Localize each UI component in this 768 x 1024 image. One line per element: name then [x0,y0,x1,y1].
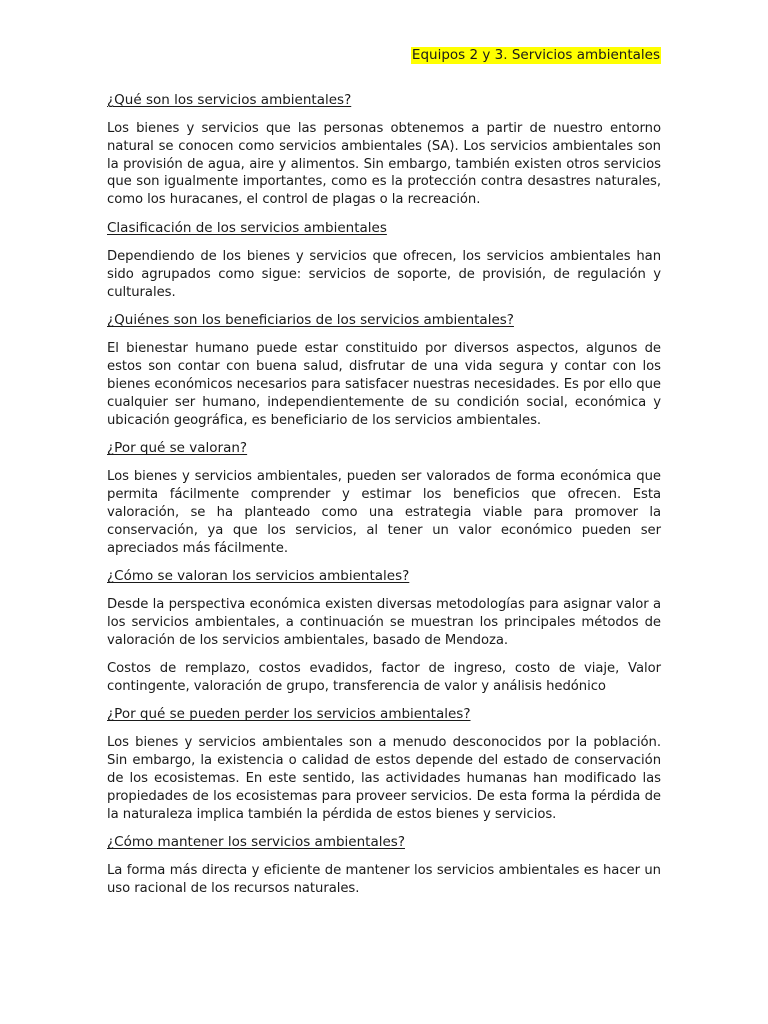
section-paragraph: Los bienes y servicios ambientales, pueden ser valorados de forma económica que permita fácilmente comprender y estimar los beneficios que ofrecen. Esta valoración, se ha planteado como una estrategia viable para promover la conservación, ya que los servicios, al tener un valor económico pueden ser apreciados más fácilmente. [107,469,661,556]
section-por-que-se-valoran [107,439,661,557]
highlighted-header-title: Equipos 2 y 3. Servicios ambientales [411,47,660,63]
section-paragraph: La forma más directa y eficiente de mantener los servicios ambientales es hacer un uso racional de los recursos naturales. [107,863,661,897]
section-heading: ¿Cómo se valoran los servicios ambientales? [107,568,410,585]
section-heading: Clasificación de los servicios ambientales [107,219,387,236]
section-como-mantener [107,833,661,898]
section-paragraph: El bienestar humano puede estar constituido por diversos aspectos, algunos de estos son contar con buena salud, disfrutar de una vida segura y contar con los bienes económicos necesarios para satisfacer nuestras necesidades. Es por ello que cualquier ser humano, independientemente de su condición social, económica y ubicación geográfica, es beneficiario de los servicios ambientales. [107,341,661,428]
section-como-se-valoran [107,567,661,695]
section-paragraph: Costos de remplazo, costos evadidos, factor de ingreso, costo de viaje, Valor contingente, valoración de grupo, transferencia de valor y análisis hedónico [107,660,661,694]
section-heading: ¿Por qué se valoran? [107,440,248,457]
section-paragraph: Los bienes y servicios que las personas obtenemos a partir de nuestro entorno natural se conocen como servicios ambientales (SA). Los servicios ambientales son la provisión de agua, aire y alimentos. Sin embargo, también existen otros servicios que son igualmente importantes, como es la protección contra desastres naturales, como los huracanes, el control de plagas o la recreación. [107,121,661,208]
section-que-son [107,91,661,209]
section-heading: ¿Cómo mantener los servicios ambientales? [107,834,405,851]
section-paragraph: Desde la perspectiva económica existen diversas metodologías para asignar valor a los servicios ambientales, a continuación se muestran los principales métodos de valoración de los servicios ambientales, basado de Mendoza. [107,597,661,648]
section-heading: ¿Quiénes son los beneficiarios de los servicios ambientales? [107,312,514,329]
document-header [411,44,661,64]
section-heading: ¿Por qué se pueden perder los servicios ambientales? [107,706,471,723]
section-beneficiarios [107,311,661,429]
section-paragraph: Los bienes y servicios ambientales son a menudo desconocidos por la población. Sin embargo, la existencia o calidad de estos depende del estado de conservación de los ecosistemas. En este sentido, las actividades humanas han modificado las propiedades de los ecosistemas para proveer servicios. De esta forma la pérdida de la naturaleza implica también la pérdida de estos bienes y servicios. [107,735,661,822]
section-paragraph: Dependiendo de los bienes y servicios que ofrecen, los servicios ambientales han sido agrupados como sigue: servicios de soporte, de provisión, de regulación y culturales. [107,248,661,300]
document-body [107,91,661,908]
section-por-que-se-pueden-perder [107,705,661,823]
section-clasificacion [107,219,661,301]
section-heading: ¿Qué son los servicios ambientales? [107,92,352,108]
